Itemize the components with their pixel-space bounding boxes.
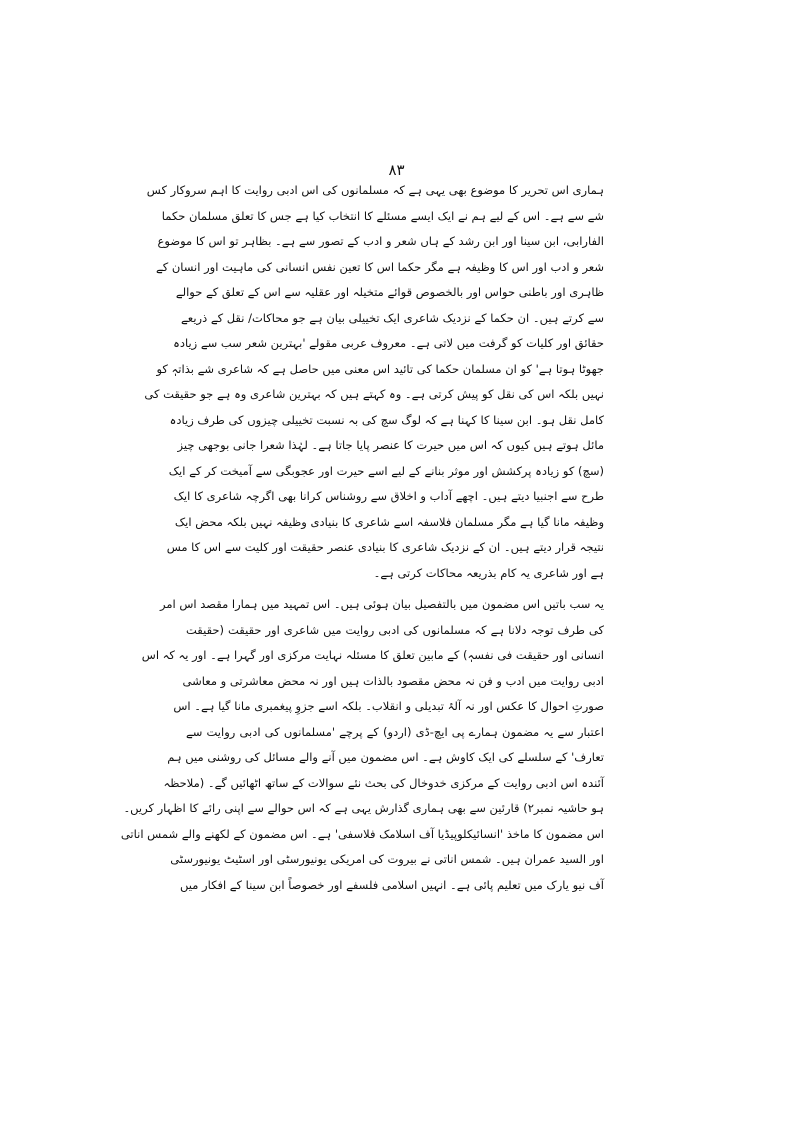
text-line: شے سے ہے۔ اس کے لیے ہم نے ایک ایسے مسئلے کا انتخاب کیا ہے جس کا تعلق مسلمان حکما [161, 208, 604, 223]
text-line: سے کرتے ہیں۔ ان حکما کے نزدیک شاعری ایک تخییلی بیان ہے جو محاکات/ نقل کے ذریعے [181, 310, 604, 325]
body-text [120, 178, 604, 898]
text-line: آئندہ اس ادبی روایت کے مرکزی خدوخال کی بحث نئے سوالات کے ساتھ اٹھائیں گے۔ (ملاحظہ [163, 775, 604, 790]
text-line: ہو حاشیہ نمبر۲) قارئین سے بھی ہماری گذارش یہی ہے کہ اس حوالے سے اپنی رائے کا اظہار کریں۔ [123, 801, 604, 815]
page-number: ۸۳ [388, 161, 405, 179]
text-line: ہماری اس تحریر کا موضوع بھی یہی ہے کہ مسلمانوں کی اس ادبی روایت کا اہم سروکار کس [146, 183, 604, 197]
paragraph-1 [144, 178, 604, 586]
text-line: ادبی روایت میں ادب و فن نہ محض مقصود بالذات ہیں اور نہ محض معاشرتی و معاشی [182, 673, 604, 688]
text-line: اس مضمون کا ماخذ 'انسائیکلوپیڈیا آف اسلامک فلاسفی' ہے۔ اس مضمون کے لکھنے والے شمس اناتی [120, 826, 604, 841]
text-line: نتیجہ قرار دیتے ہیں۔ ان کے نزدیک شاعری کا بنیادی عنصر حقیقت اور کلیت سے اس کا مس [166, 540, 604, 554]
text-line: ہے اور شاعری یہ کام بذریعہ محاکات کرتی ہے۔ [373, 565, 604, 580]
text-line: صورتِ احوال کا عکس اور نہ آلۂ تبدیلی و انقلاب۔ بلکہ اسے جزوِ پیغمبری مانا گیا ہے۔ اس [173, 699, 604, 713]
text-line: آف نیو یارک میں تعلیم پائی ہے۔ انہیں اسلامی فلسفے اور خصوصاً ابن سینا کے افکار میں [180, 877, 604, 892]
text-line: یہ سب باتیں اس مضمون میں بالتفصیل بیان ہوئی ہیں۔ اس تمہید میں ہمارا مقصد اس امر [160, 597, 604, 611]
text-line: اعتبار سے یہ مضمون ہمارے پی ایچ-ڈی (اردو) کے پرچے 'مسلمانوں کی ادبی روایت سے [186, 724, 604, 739]
text-line: تعارف' کے سلسلے کی ایک کاوش ہے۔ اس مضمون میں آنے والے مسائل کی روشنی میں ہم [167, 750, 604, 764]
text-line: شعر و ادب اور اس کا وظیفہ ہے مگر حکما اس کا تعین نفس انسانی کی ماہیت اور انسان کے [155, 259, 604, 274]
text-line: کی طرف توجہ دلانا ہے کہ مسلمانوں کی ادبی روایت میں شاعری اور حقیقت (حقیقت [186, 622, 604, 637]
text-line: طرح سے اجنبیا دیتے ہیں۔ اچھے آداب و اخلاق سے روشناس کرانا بھی اگرچہ شاعری کا ایک [173, 489, 604, 503]
text-line: مائل ہوتے ہیں کیوں کہ اس میں حیرت کا عنصر پایا جاتا ہے۔ لہٰذا شعرا جانی بوجھی چیز [177, 438, 604, 452]
text-line: اور السید عمران ہیں۔ شمس اناتی نے بیروت کی امریکی یونیورسٹی اور اسٹیٹ یونیورسٹی [170, 852, 604, 866]
paragraph-2 [120, 592, 604, 898]
text-line: ظاہری اور باطنی حواس اور بالخصوص قوائے متخیلہ اور عقلیہ سے اس کے تعلق کے حوالے [175, 285, 604, 299]
text-line: حقائق اور کلیات کو گرفت میں لاتی ہے۔ معروف عربی مقولے 'بہترین شعر سب سے زیادہ [173, 336, 604, 350]
text-line: انسانی اور حقیقت فی نفسہٖ) کے مابین تعلق کا مسئلہ نہایت مرکزی اور گہرا ہے۔ اور یہ کہ اس [141, 648, 604, 662]
text-line: نہیں بلکہ اس کی نقل کو پیش کرتی ہے۔ وہ کہتے ہیں کہ بہترین شاعری وہ ہے جو حقیقت کی [144, 387, 604, 401]
text-line: جھوٹا ہوتا ہے' کو ان مسلمان حکما کی تائید اس معنی میں حاصل ہے کہ شاعری شے بذاتہٖ کو [156, 361, 604, 376]
text-line: کامل نقل ہو۔ ابن سینا کا کہنا ہے کہ لوگ سچ کی بہ نسبت تخییلی چیزوں کی طرف زیادہ [169, 412, 604, 427]
text-line: الفارابی، ابن سینا اور ابن رشد کے ہاں شعر و ادب کے تصور سے ہے۔ بظاہر تو اس کا موضوع [157, 234, 604, 248]
text-line: وظیفہ مانا گیا ہے مگر مسلمان فلاسفہ اسے شاعری کا بنیادی وظیفہ نہیں بلکہ محض ایک [174, 514, 604, 529]
text-line: (سچ) کو زیادہ پرکشش اور موثر بنانے کے لیے اسے حیرت اور عجوبگی سے آمیخت کر کے ایک [168, 463, 604, 478]
